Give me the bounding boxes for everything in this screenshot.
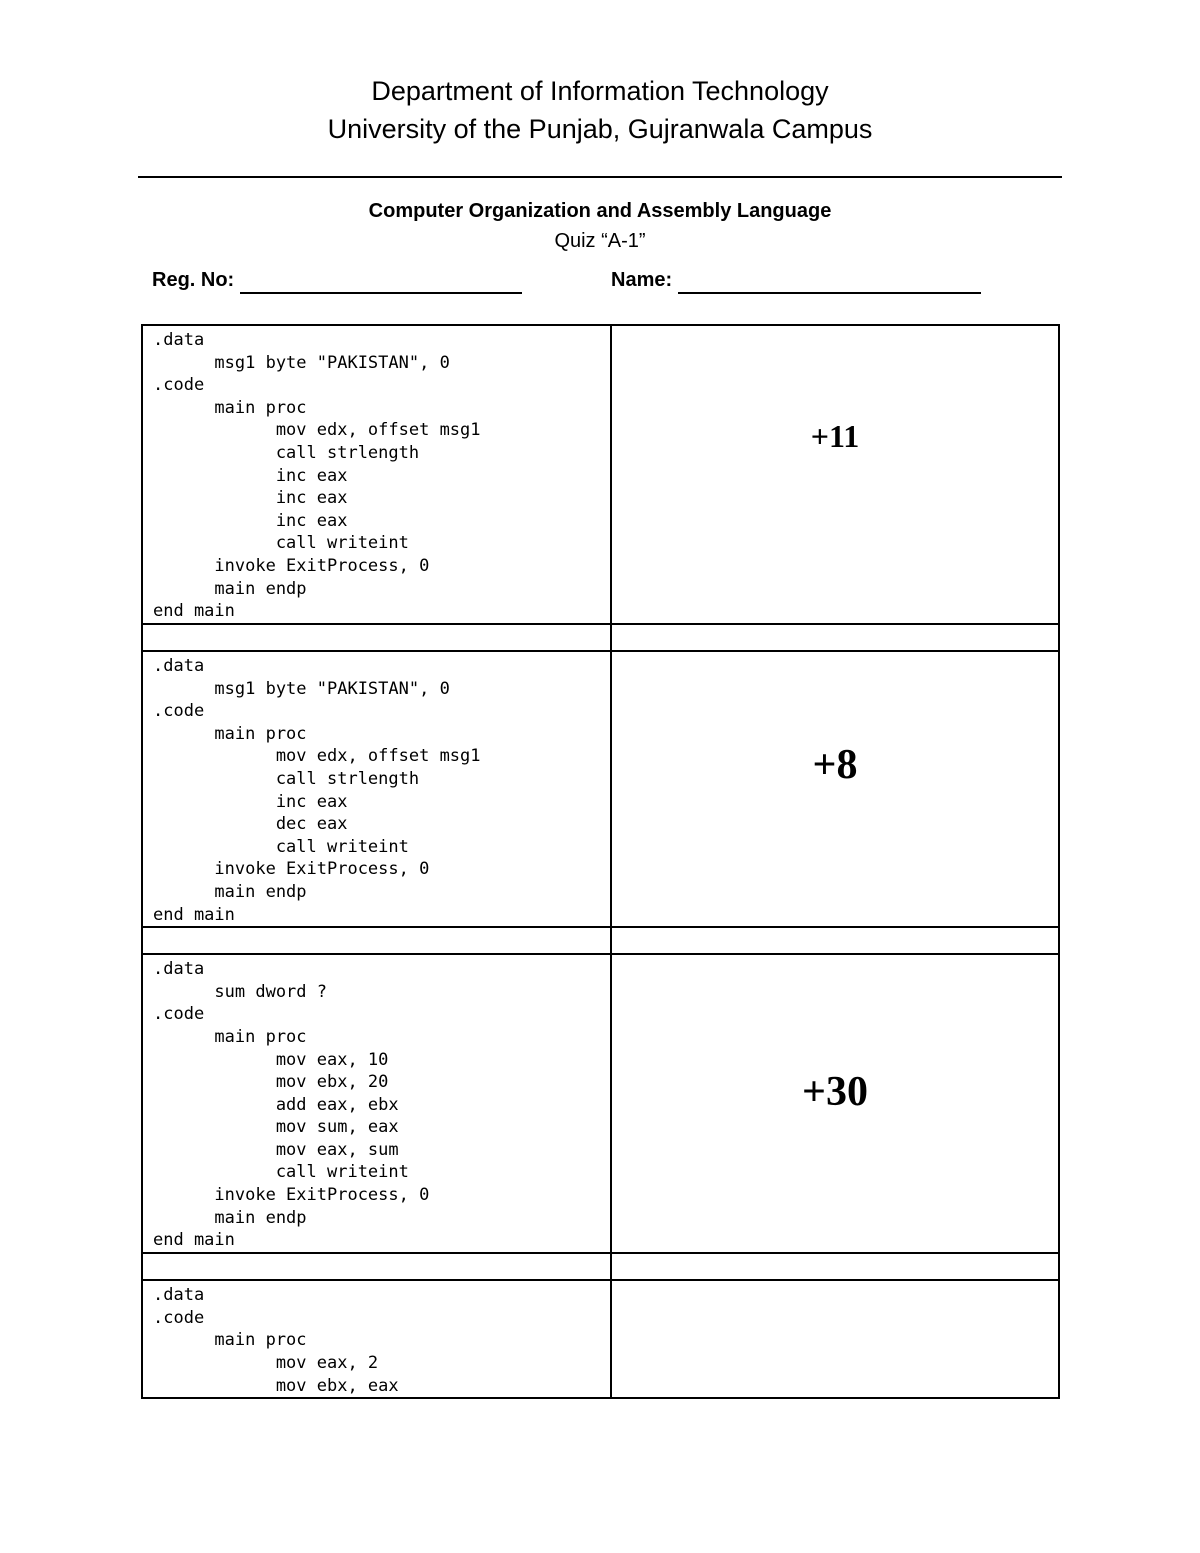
question-row: [142, 1280, 1059, 1398]
answer-cell[interactable]: [611, 1280, 1059, 1398]
spacer-row: [142, 1253, 1059, 1280]
answer-text: +30: [802, 1068, 868, 1115]
spacer-cell: [611, 624, 1059, 651]
code-cell: [142, 651, 611, 927]
spacer-cell: [142, 927, 611, 954]
reg-no-label: Reg. No:: [152, 269, 235, 291]
reg-no-field[interactable]: [152, 266, 522, 294]
university-title: University of the Punjab, Gujranwala Campus: [327, 114, 873, 144]
department-title: Department of Information Technology: [371, 76, 829, 106]
spacer-row: [142, 927, 1059, 954]
answer-cell[interactable]: [611, 954, 1059, 1253]
course-title: Computer Organization and Assembly Language: [368, 200, 832, 222]
spacer-cell: [611, 1253, 1059, 1280]
name-blank[interactable]: [678, 270, 981, 294]
quiz-title: Quiz “A-1”: [554, 230, 646, 252]
question-row: [142, 325, 1059, 624]
spacer-cell: [142, 1253, 611, 1280]
code-cell: [142, 954, 611, 1253]
answer-text: +8: [812, 742, 858, 789]
code-block: .data .code main proc mov eax, 2 mov ebx, eax: [153, 1285, 399, 1396]
spacer-cell: [611, 927, 1059, 954]
code-block: .data sum dword ? .code main proc mov eax, 10 mov ebx, 20 add eax, ebx mov sum, eax mov eax, sum call writeint invoke ExitProcess, 0 main endp end main: [153, 959, 430, 1251]
code-block: .data msg1 byte "PAKISTAN", 0 .code main proc mov edx, offset msg1 call strlength inc eax inc eax inc eax call writeint invoke ExitProcess, 0 main endp end main: [153, 330, 481, 622]
code-cell: [142, 325, 611, 624]
reg-no-blank[interactable]: [240, 270, 522, 294]
question-row: [142, 954, 1059, 1253]
name-field[interactable]: [611, 266, 981, 294]
page-header: [0, 72, 1200, 148]
name-label: Name:: [611, 269, 673, 291]
answer-text: +11: [810, 418, 860, 454]
code-cell: [142, 1280, 611, 1398]
answer-cell[interactable]: [611, 325, 1059, 624]
code-block: .data msg1 byte "PAKISTAN", 0 .code main proc mov edx, offset msg1 call strlength inc eax dec eax call writeint invoke ExitProcess, 0 main endp end main: [153, 656, 481, 925]
spacer-cell: [142, 624, 611, 651]
spacer-row: [142, 624, 1059, 651]
question-row: [142, 651, 1059, 927]
header-divider: [138, 176, 1062, 178]
quiz-table: [141, 324, 1060, 1399]
answer-cell[interactable]: [611, 651, 1059, 927]
